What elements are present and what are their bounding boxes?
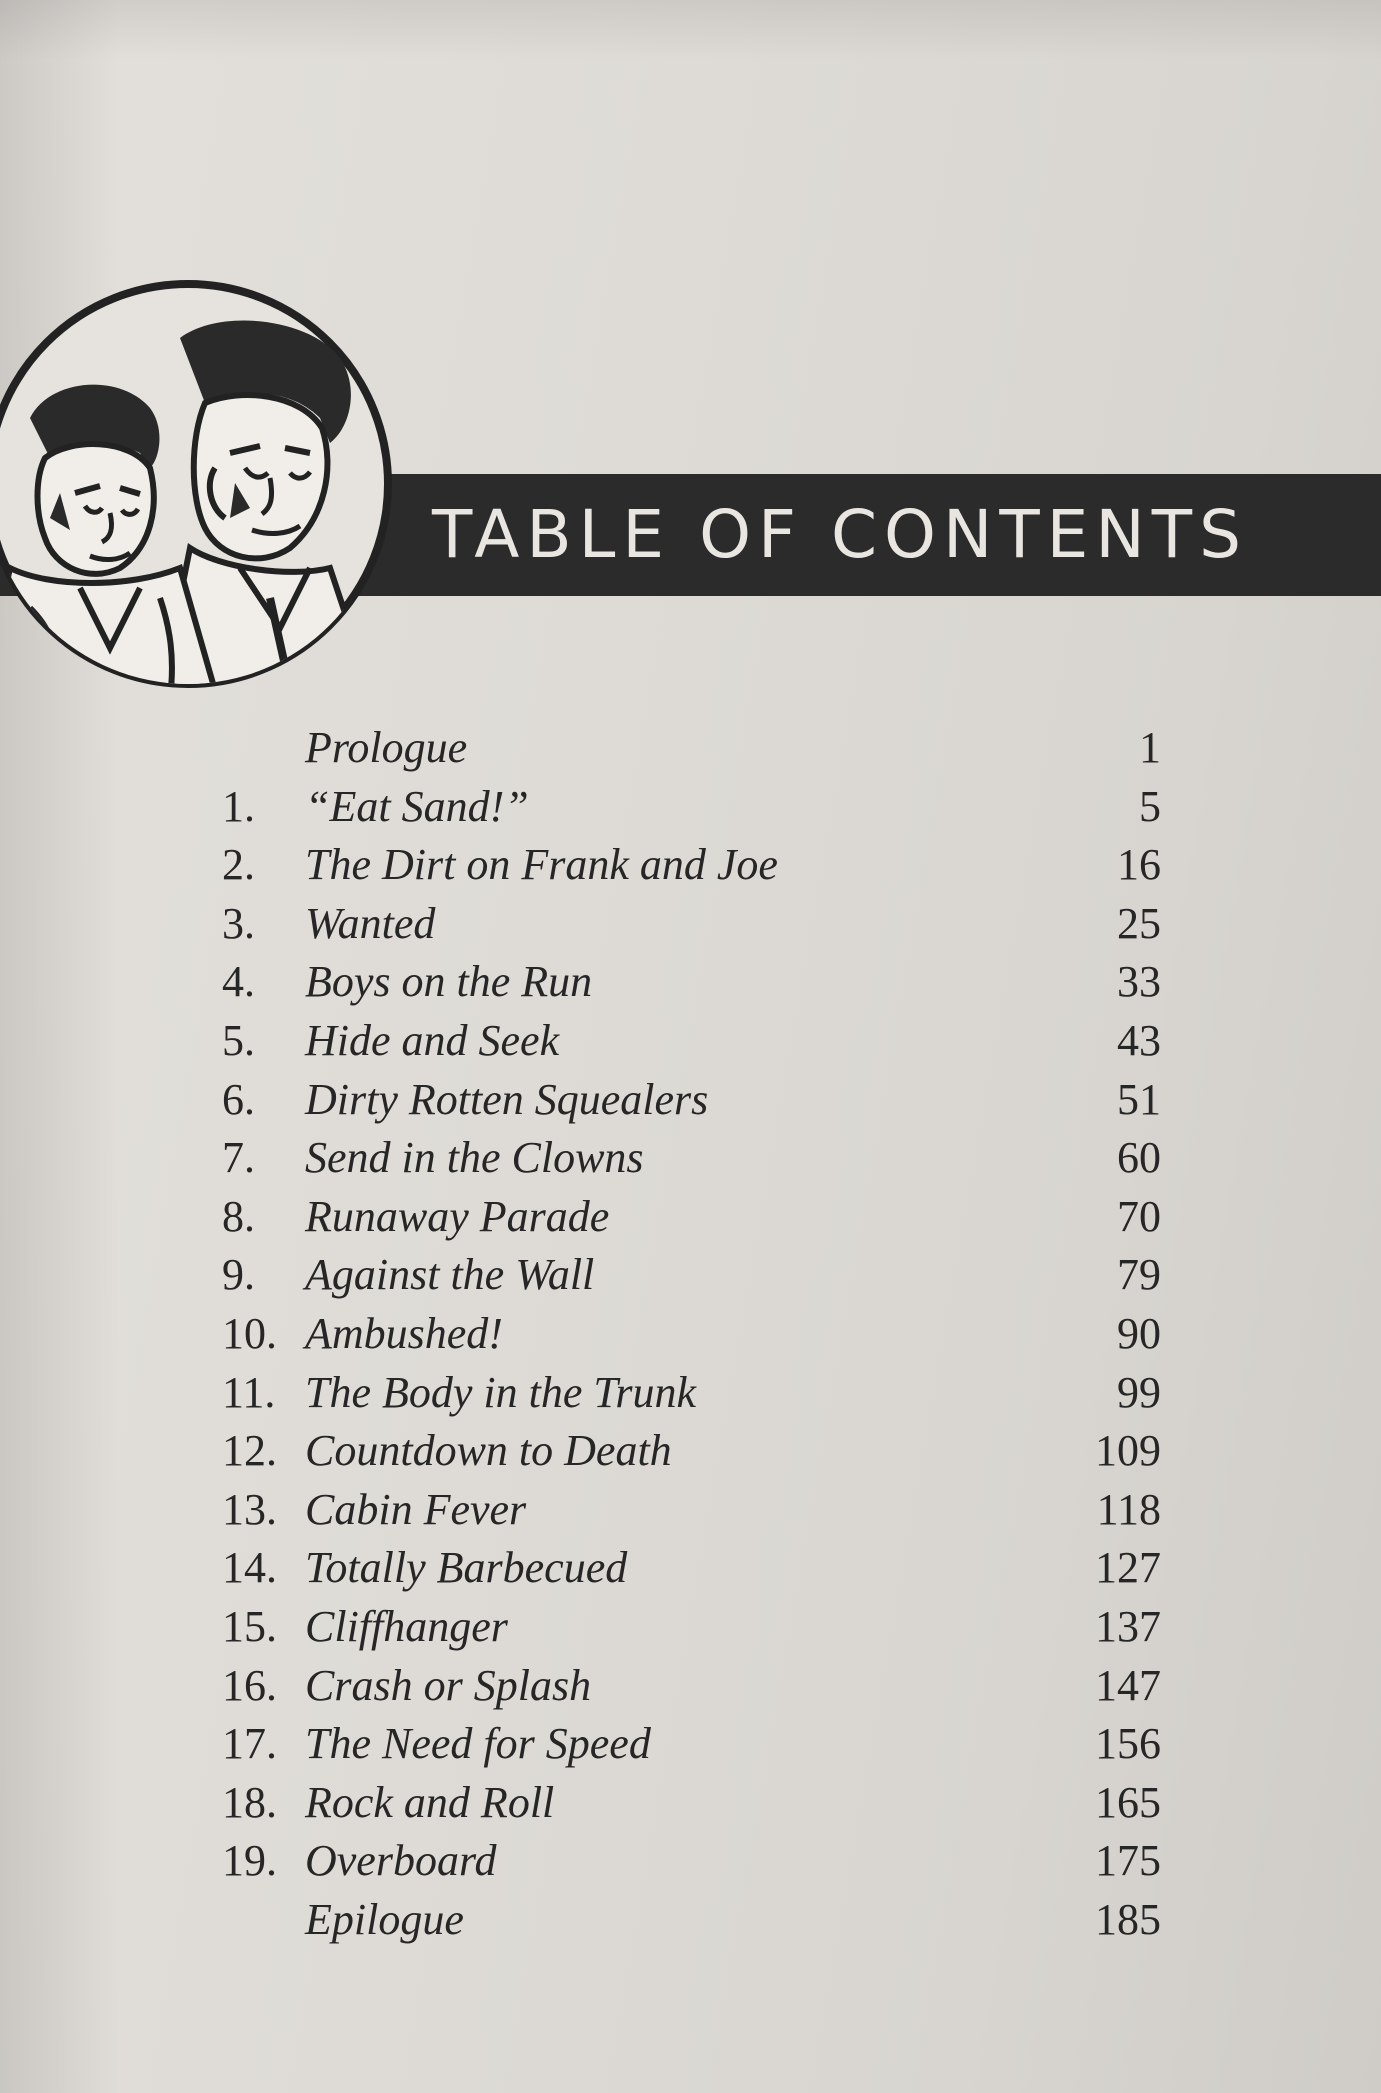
page-number: 156 [1095, 1719, 1161, 1769]
toc-entry [0, 1425, 1381, 1483]
chapter-title: Prologue [305, 723, 468, 772]
chapter-number: 17. [222, 1719, 277, 1769]
page-number: 79 [1117, 1250, 1161, 1300]
chapter-title: Crash or Splash [305, 1660, 592, 1710]
chapter-number: 7. [222, 1133, 255, 1183]
chapter-title: Overboard [305, 1836, 497, 1886]
chapter-number: 4. [222, 957, 255, 1007]
chapter-title: Rock and Roll [305, 1777, 555, 1827]
toc-entry [0, 1249, 1381, 1307]
chapter-number: 10. [222, 1309, 277, 1358]
chapter-title: “Eat Sand!” [305, 781, 529, 831]
toc-entry [0, 1484, 1381, 1542]
chapter-number: 12. [222, 1426, 277, 1476]
page-number: 127 [1095, 1543, 1161, 1593]
toc-entry [0, 781, 1381, 839]
page-title: TABLE OF CONTENTS [432, 496, 1248, 573]
page-number: 16 [1117, 840, 1161, 890]
chapter-number: 13. [222, 1484, 277, 1534]
toc-entry [0, 1191, 1381, 1249]
toc-entry [0, 1777, 1381, 1835]
toc-entry [0, 1835, 1381, 1893]
page-number: 137 [1095, 1602, 1161, 1651]
page-number: 90 [1117, 1309, 1161, 1358]
toc-entry [0, 1894, 1381, 1952]
chapter-number: 8. [222, 1191, 255, 1241]
page-number: 70 [1117, 1191, 1161, 1241]
chapter-title: The Need for Speed [305, 1719, 651, 1769]
chapter-title: Runaway Parade [305, 1191, 610, 1241]
chapter-number: 15. [222, 1602, 277, 1651]
toc-entry [0, 1660, 1381, 1718]
chapter-title: Against the Wall [305, 1250, 595, 1300]
toc-entry [0, 1542, 1381, 1600]
page-number: 60 [1117, 1133, 1161, 1183]
page-number: 118 [1096, 1484, 1161, 1534]
chapter-title: Boys on the Run [305, 957, 593, 1007]
toc-entry [0, 898, 1381, 956]
chapter-title: Wanted [305, 898, 436, 948]
chapter-number: 14. [222, 1543, 277, 1593]
chapter-number: 6. [222, 1074, 255, 1124]
chapter-number: 3. [222, 898, 255, 948]
page-number: 25 [1117, 898, 1161, 948]
toc-entry [0, 722, 1381, 780]
chapter-number: 1. [222, 781, 255, 831]
chapter-number: 16. [222, 1660, 277, 1710]
toc-entry [0, 1132, 1381, 1190]
page-number: 99 [1117, 1367, 1161, 1417]
chapter-number: 18. [222, 1777, 277, 1827]
page-top-shadow [0, 0, 1381, 60]
chapter-title: Ambushed! [305, 1309, 503, 1358]
toc-entry [0, 839, 1381, 897]
chapter-title: Cliffhanger [305, 1602, 508, 1651]
toc-entry [0, 956, 1381, 1014]
chapter-number: 2. [222, 840, 255, 890]
page-number: 109 [1095, 1426, 1161, 1476]
chapter-number: 9. [222, 1250, 255, 1300]
page-number: 185 [1095, 1895, 1161, 1944]
page-number: 1 [1139, 723, 1161, 772]
toc-entry [0, 1074, 1381, 1132]
toc-entry [0, 1718, 1381, 1776]
page-number: 147 [1095, 1660, 1161, 1710]
chapter-title: Send in the Clowns [305, 1133, 644, 1183]
chapter-title: Hide and Seek [305, 1016, 560, 1065]
chapter-title: Epilogue [305, 1895, 464, 1944]
two-boys-portrait-icon [0, 268, 410, 700]
page-number: 51 [1117, 1074, 1161, 1124]
page-number: 33 [1117, 957, 1161, 1007]
page-number: 165 [1095, 1777, 1161, 1827]
page-number: 5 [1139, 781, 1161, 831]
chapter-title: Totally Barbecued [305, 1543, 628, 1593]
toc-entry [0, 1367, 1381, 1425]
chapter-title: Cabin Fever [305, 1484, 527, 1534]
chapter-title: Countdown to Death [305, 1426, 672, 1476]
chapter-number: 5. [222, 1016, 255, 1065]
chapter-title: The Body in the Trunk [305, 1367, 697, 1417]
toc-entry [0, 1601, 1381, 1659]
chapter-title: The Dirt on Frank and Joe [305, 840, 778, 890]
chapter-number: 19. [222, 1836, 277, 1886]
chapter-number: 11. [222, 1367, 276, 1417]
page-number: 175 [1095, 1836, 1161, 1886]
chapter-title: Dirty Rotten Squealers [305, 1074, 709, 1124]
toc-entry [0, 1015, 1381, 1073]
toc-entry [0, 1308, 1381, 1366]
page-number: 43 [1117, 1016, 1161, 1065]
